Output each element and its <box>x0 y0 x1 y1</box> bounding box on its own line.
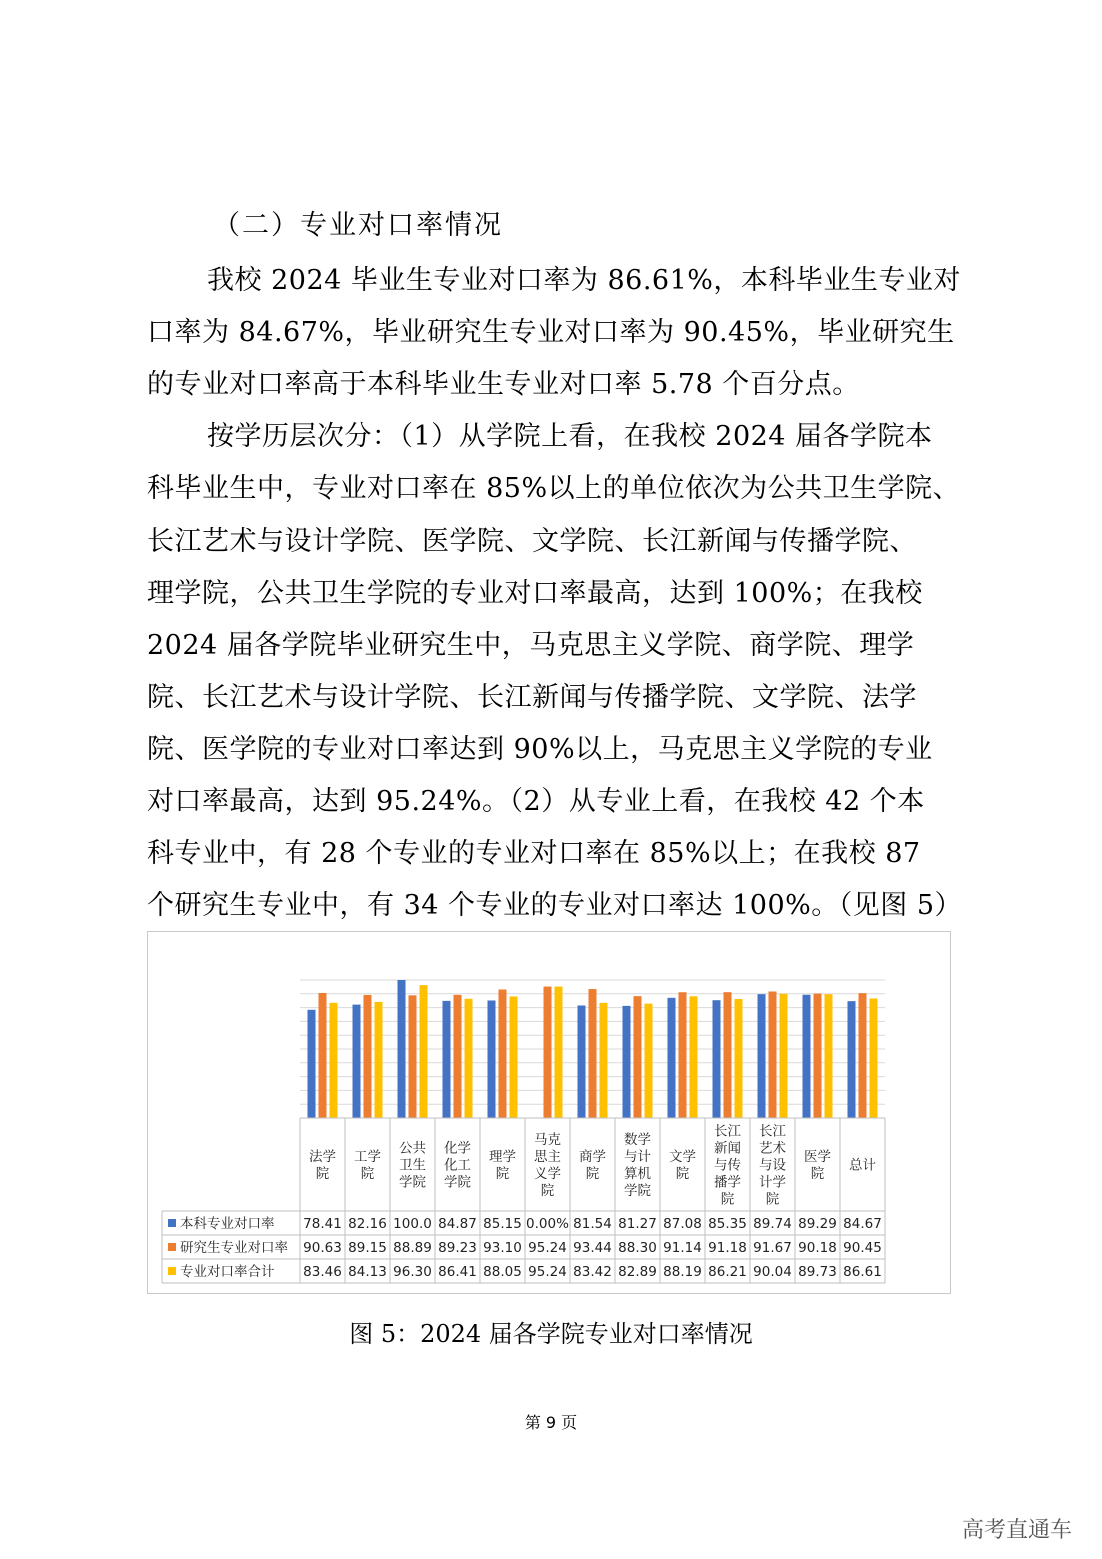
legend-swatch <box>168 1219 176 1227</box>
data-label: 88.19 <box>663 1264 702 1280</box>
bar <box>713 1000 721 1118</box>
data-label: 81.54 <box>573 1216 612 1232</box>
data-label: 82.16 <box>348 1216 387 1232</box>
bar <box>510 996 518 1118</box>
data-label: 89.29 <box>798 1216 837 1232</box>
bar <box>848 1001 856 1118</box>
bar <box>319 993 327 1118</box>
bar <box>814 994 822 1118</box>
paragraph-line: 口率为 84.67%，毕业研究生专业对口率为 90.45%，毕业研究生 <box>147 317 955 348</box>
data-label: 89.73 <box>798 1264 837 1280</box>
data-label: 89.15 <box>348 1240 387 1256</box>
paragraph-line: 对口率最高，达到 95.24%。（2）从专业上看，在我校 42 个本 <box>147 786 925 817</box>
data-label: 89.23 <box>438 1240 477 1256</box>
watermark: 高考直通车 <box>961 1518 1072 1543</box>
bar <box>825 994 833 1118</box>
paragraph-line: 按学历层次分：（1）从学院上看，在我校 2024 届各学院本 <box>207 421 933 452</box>
category-label: 长江新闻与传播学院 <box>714 1123 741 1208</box>
bar <box>330 1003 338 1118</box>
bar <box>443 1001 451 1118</box>
bar <box>544 987 552 1118</box>
bar <box>555 987 563 1118</box>
data-label: 84.67 <box>843 1216 882 1232</box>
data-label: 82.89 <box>618 1264 657 1280</box>
category-label: 医学院 <box>804 1149 831 1182</box>
legend-swatch <box>168 1243 176 1251</box>
chart-container <box>147 931 951 1294</box>
data-label: 89.74 <box>753 1216 792 1232</box>
data-label: 95.24 <box>528 1240 567 1256</box>
bar <box>769 991 777 1118</box>
data-label: 85.35 <box>708 1216 747 1232</box>
data-label: 96.30 <box>393 1264 432 1280</box>
bar <box>803 995 811 1118</box>
bar <box>409 995 417 1118</box>
data-label: 83.46 <box>303 1264 342 1280</box>
category-label: 法学院 <box>309 1149 336 1182</box>
bar <box>454 995 462 1118</box>
data-label: 90.18 <box>798 1240 837 1256</box>
data-label: 88.05 <box>483 1264 522 1280</box>
figure-caption: 图 5：2024 届各学院专业对口率情况 <box>349 1320 753 1348</box>
bar <box>465 999 473 1118</box>
bar <box>623 1006 631 1118</box>
legend-swatch <box>168 1267 176 1275</box>
data-label: 90.04 <box>753 1264 792 1280</box>
paragraph-line: 长江艺术与设计学院、医学院、文学院、长江新闻与传播学院、 <box>147 526 917 557</box>
data-label: 86.41 <box>438 1264 477 1280</box>
category-label: 工学院 <box>354 1149 381 1182</box>
paragraph-line: 的专业对口率高于本科毕业生专业对口率 5.78 个百分点。 <box>147 369 860 400</box>
paragraph-line: 个研究生专业中，有 34 个专业的专业对口率达 100%。（见图 5） <box>147 890 963 921</box>
data-label: 90.63 <box>303 1240 342 1256</box>
bar <box>690 996 698 1118</box>
category-label: 理学院 <box>489 1149 516 1182</box>
page-number: 第 9 页 <box>524 1413 578 1432</box>
bar <box>668 998 676 1118</box>
bar <box>758 994 766 1118</box>
bar <box>735 999 743 1118</box>
category-label: 化学化工学院 <box>444 1140 471 1191</box>
data-label: 93.44 <box>573 1240 612 1256</box>
bar <box>488 1000 496 1118</box>
bar <box>420 985 428 1118</box>
bar <box>600 1003 608 1118</box>
bar <box>589 989 597 1118</box>
bar <box>578 1005 586 1118</box>
paragraph-line: 我校 2024 毕业生专业对口率为 86.61%，本科毕业生专业对 <box>207 265 961 296</box>
paragraph-line: 科毕业生中，专业对口率在 85%以上的单位依次为公共卫生学院、 <box>147 473 961 504</box>
data-label: 83.42 <box>573 1264 612 1280</box>
data-label: 93.10 <box>483 1240 522 1256</box>
category-label: 马克思主义学院 <box>534 1132 561 1199</box>
section-heading: （二）专业对口率情况 <box>213 210 503 241</box>
paragraph-line: 院、长江艺术与设计学院、长江新闻与传播学院、文学院、法学 <box>147 682 917 713</box>
bar <box>645 1004 653 1118</box>
bar <box>499 990 507 1118</box>
bar <box>679 992 687 1118</box>
data-label: 84.13 <box>348 1264 387 1280</box>
bar <box>308 1010 316 1118</box>
category-label: 商学院 <box>579 1149 606 1182</box>
bar <box>870 998 878 1118</box>
bar-chart-with-data-table <box>148 932 950 1293</box>
bar <box>375 1002 383 1118</box>
legend-label: 专业对口率合计 <box>180 1264 275 1280</box>
data-label: 91.67 <box>753 1240 792 1256</box>
bar <box>859 993 867 1118</box>
paragraph-line: 院、医学院的专业对口率达到 90%以上，马克思主义学院的专业 <box>147 734 933 765</box>
category-label: 总计 <box>849 1157 876 1174</box>
bar <box>364 995 372 1118</box>
data-label: 100.0 <box>393 1216 432 1232</box>
category-label: 公共卫生学院 <box>399 1140 426 1191</box>
data-label: 78.41 <box>303 1216 342 1232</box>
bar <box>353 1005 361 1118</box>
category-label: 数学与计算机学院 <box>624 1132 651 1199</box>
legend-label: 本科专业对口率 <box>180 1216 275 1232</box>
paragraph-line: 理学院，公共卫生学院的专业对口率最高，达到 100%；在我校 <box>147 578 923 609</box>
bar <box>724 992 732 1118</box>
data-label: 86.61 <box>843 1264 882 1280</box>
data-label: 85.15 <box>483 1216 522 1232</box>
data-label: 95.24 <box>528 1264 567 1280</box>
bar <box>780 994 788 1118</box>
data-label: 0.00% <box>526 1216 569 1232</box>
data-label: 91.18 <box>708 1240 747 1256</box>
data-label: 84.87 <box>438 1216 477 1232</box>
data-label: 86.21 <box>708 1264 747 1280</box>
paragraph-line: 2024 届各学院毕业研究生中，马克思主义学院、商学院、理学 <box>147 630 915 661</box>
category-label: 文学院 <box>669 1149 696 1182</box>
category-label: 长江艺术与设计学院 <box>759 1123 786 1208</box>
bar <box>634 996 642 1118</box>
paragraph-line: 科专业中，有 28 个专业的专业对口率在 85%以上；在我校 87 <box>147 838 921 869</box>
data-label: 91.14 <box>663 1240 702 1256</box>
data-label: 87.08 <box>663 1216 702 1232</box>
data-label: 88.30 <box>618 1240 657 1256</box>
data-label: 90.45 <box>843 1240 882 1256</box>
data-label: 88.89 <box>393 1240 432 1256</box>
legend-label: 研究生专业对口率 <box>180 1240 288 1256</box>
bar <box>398 980 406 1118</box>
data-label: 81.27 <box>618 1216 657 1232</box>
